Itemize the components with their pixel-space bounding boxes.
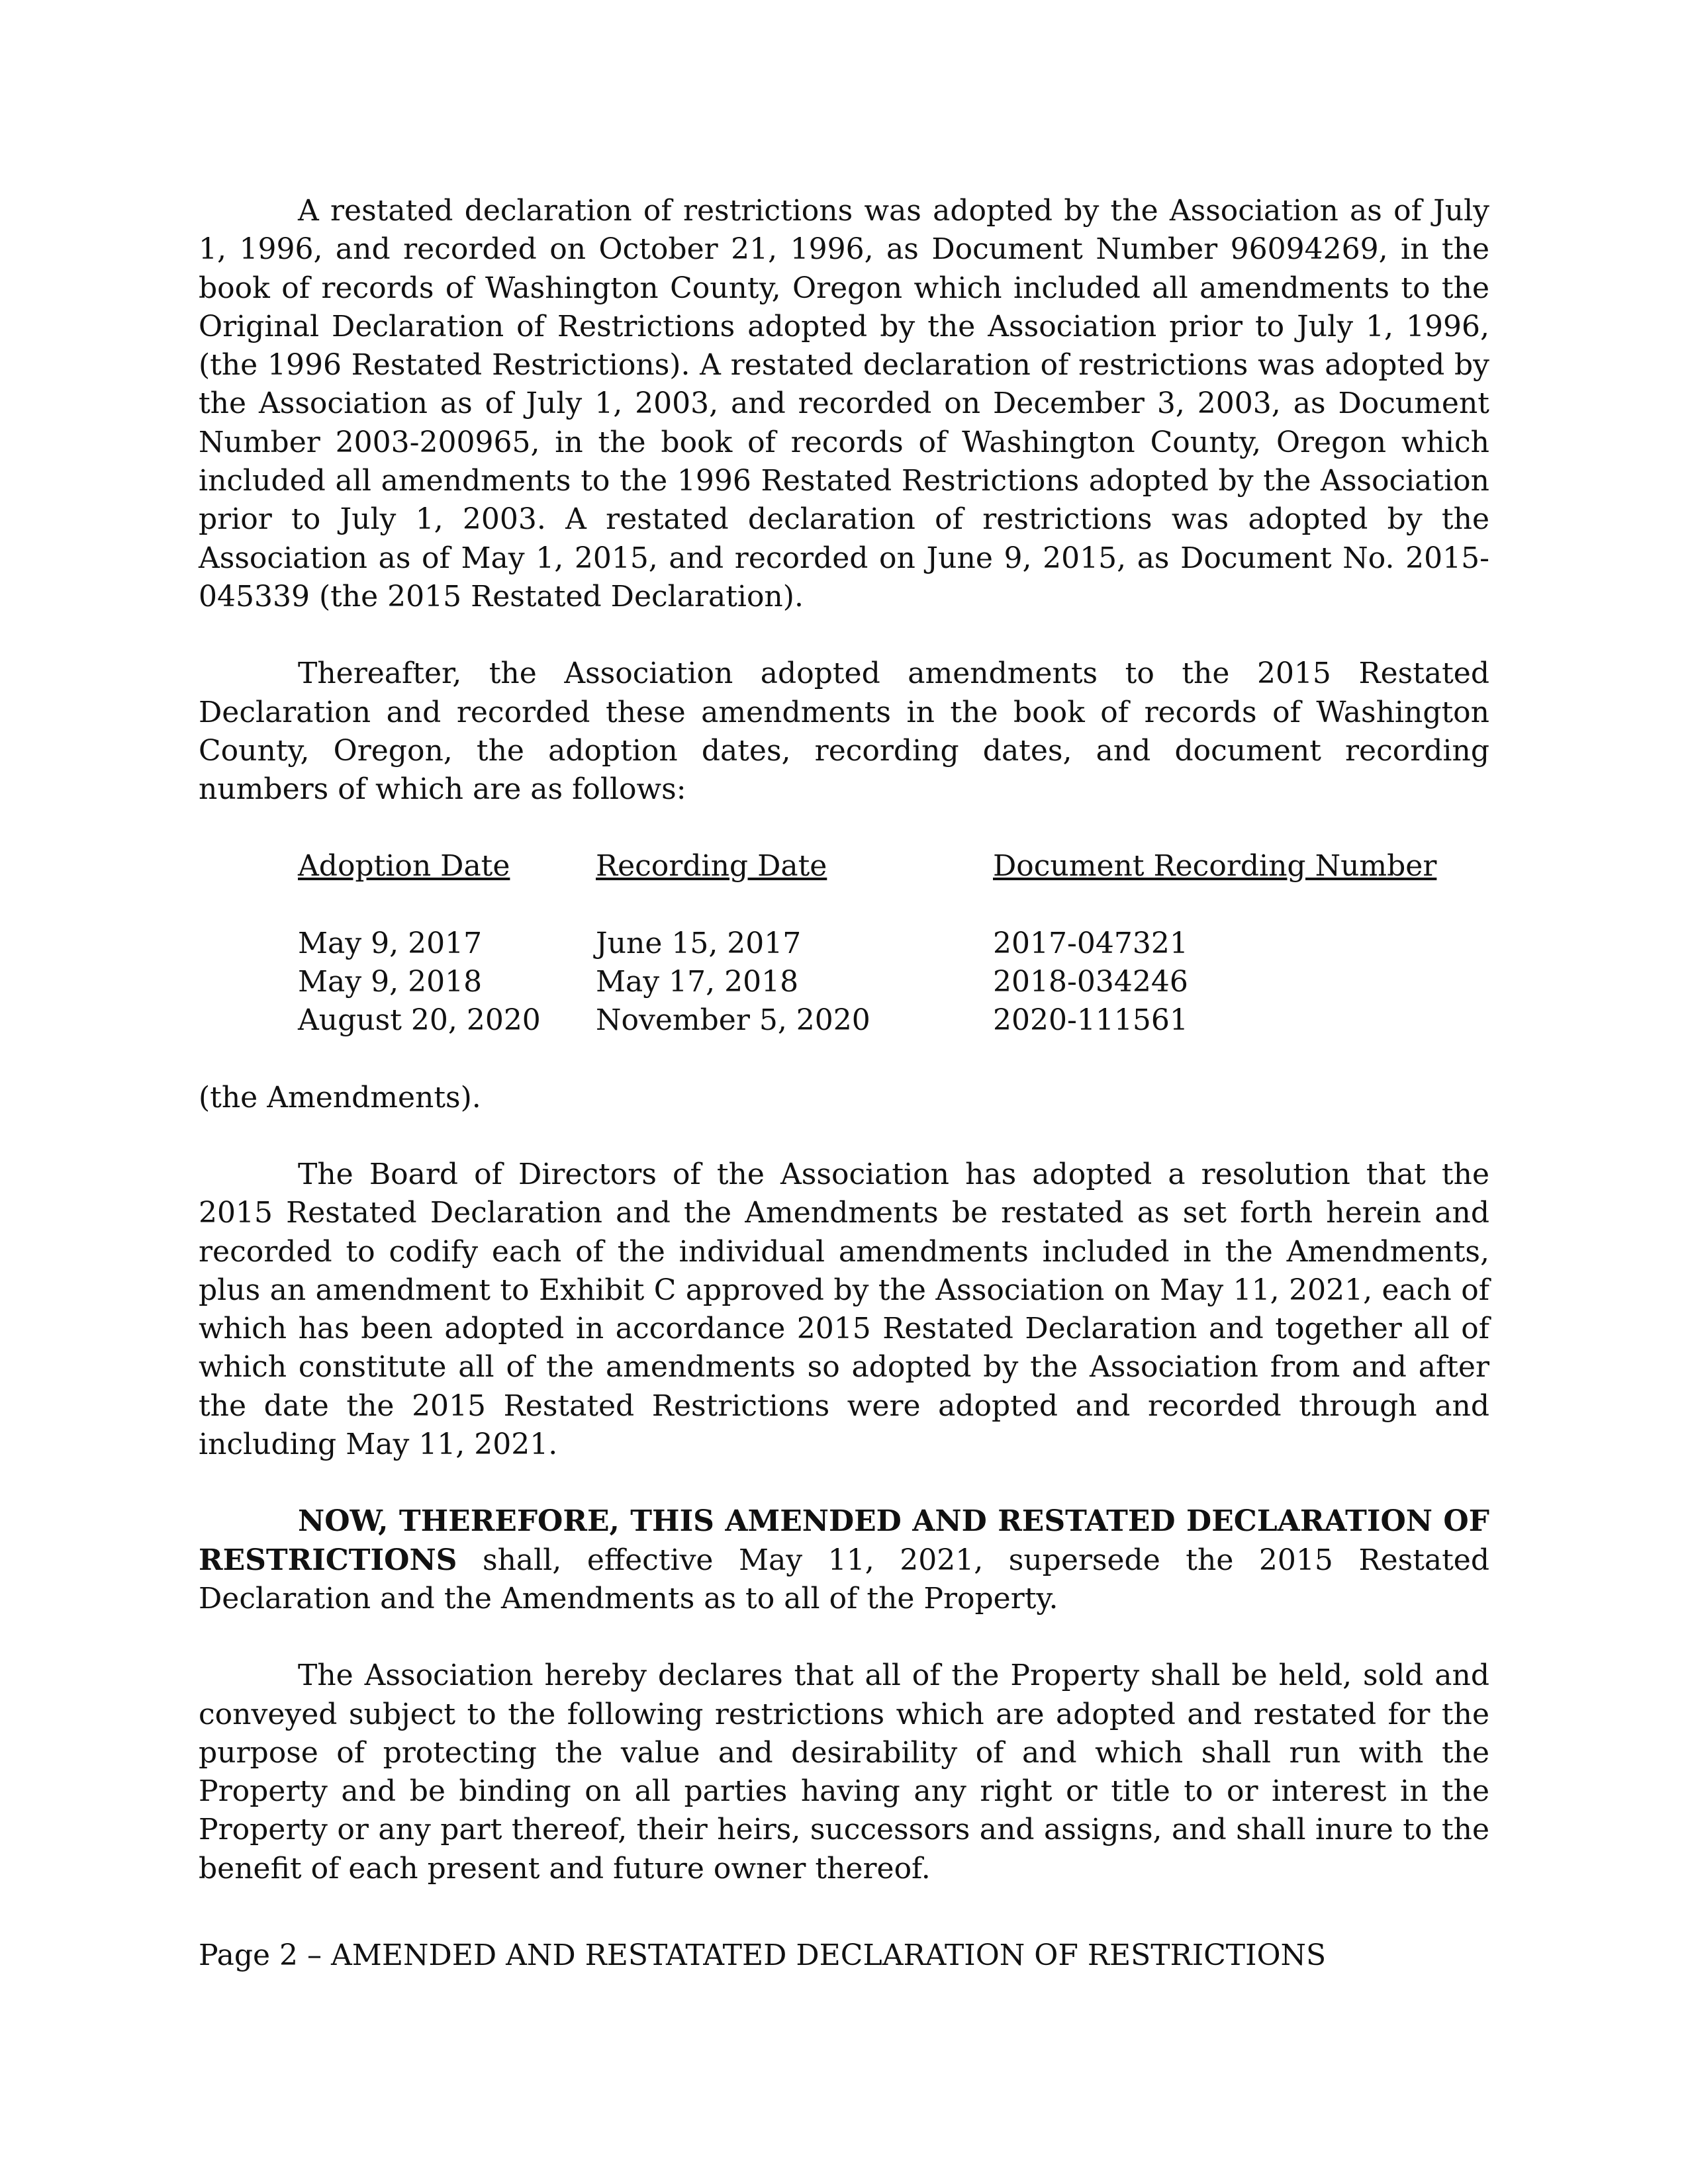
header-document-number: Document Recording Number	[993, 849, 1437, 884]
table-row	[298, 925, 1489, 963]
paragraph-declaration: The Association hereby declares that all of the Property shall be held, sold and conveyed subject to the following restrictions which are adopted and restated for the purpose of protecting the value and desirability of and which shall run with the Property and be binding on all parties having any right or title to or interest in the Property or any part thereof, their heirs, successors and assigns, and shall inure to the benefit of each present and future owner thereof.	[199, 1659, 1489, 1886]
paragraph-board-resolution: The Board of Directors of the Association has adopted a resolution that the 2015 Restated Declaration and the Amendments be restated as set forth herein and recorded to codify each of the individual amendments included in the Amendments, plus an amendment to Exhibit C approved by the Association on May 11, 2021, each of which has been adopted in accordance 2015 Restated Declaration and together all of which constitute all of the amendments so adopted by the Association from and after the date the 2015 Restated Restrictions were adopted and recorded through and including May 11, 2021.	[199, 1157, 1489, 1462]
recording-date-cell: May 17, 2018	[596, 965, 799, 999]
recording-date-cell: November 5, 2020	[596, 1003, 870, 1038]
header-adoption-date: Adoption Date	[298, 849, 510, 884]
document-body	[199, 192, 1489, 1888]
page-footer: Page 2 – AMENDED AND RESTATATED DECLARATION OF RESTRICTIONS	[199, 1938, 1327, 1972]
header-recording-date: Recording Date	[596, 849, 827, 884]
adoption-date-cell: May 9, 2018	[298, 965, 483, 999]
table-row	[298, 1001, 1489, 1040]
paragraph-now-therefore	[199, 1502, 1489, 1618]
adoption-date-cell: May 9, 2017	[298, 926, 483, 960]
document-number-cell: 2017-047321	[993, 926, 1188, 960]
adoption-date-cell: August 20, 2020	[298, 1003, 541, 1038]
recording-date-cell: June 15, 2017	[596, 926, 802, 960]
table-row	[298, 963, 1489, 1001]
now-therefore-text: shall, effective May 11, 2021, supersede the 2015 Restated Declaration and the Amendments as to all of the Property.	[199, 1543, 1489, 1615]
paragraph-amendments-intro: Thereafter, the Association adopted amendments to the 2015 Restated Declaration and recorded these amendments in the book of records of Washington County, Oregon, the adoption dates, recording dates, and document recording numbers of which are as follows:	[199, 657, 1489, 807]
paragraph-restated-declarations: A restated declaration of restrictions was adopted by the Association as of July 1, 1996, and recorded on October 21, 1996, as Document Number 96094269, in the book of records of Washington County, Oregon which included all amendments to the Original Declaration of Restrictions adopted by the Association prior to July 1, 1996, (the 1996 Restated Restrictions). A restated declaration of restrictions was adopted by the Association as of July 1, 2003, and recorded on December 3, 2003, as Document Number 2003-200965, in the book of records of Washington County, Oregon which included all amendments to the 1996 Restated Restrictions adopted by the Association prior to July 1, 2003. A restated declaration of restrictions was adopted by the Association as of May 1, 2015, and recorded on June 9, 2015, as Document No. 2015-045339 (the 2015 Restated Declaration).	[199, 194, 1489, 614]
table-header-row	[298, 847, 1489, 886]
amendments-label: (the Amendments).	[199, 1080, 481, 1115]
now-therefore-heading: NOW, THEREFORE, THIS AMENDED AND RESTATED DECLARATION OF RESTRICTIONS	[199, 1504, 1489, 1577]
document-number-cell: 2018-034246	[993, 965, 1188, 999]
amendments-table	[298, 847, 1489, 1040]
document-number-cell: 2020-111561	[993, 1003, 1188, 1038]
